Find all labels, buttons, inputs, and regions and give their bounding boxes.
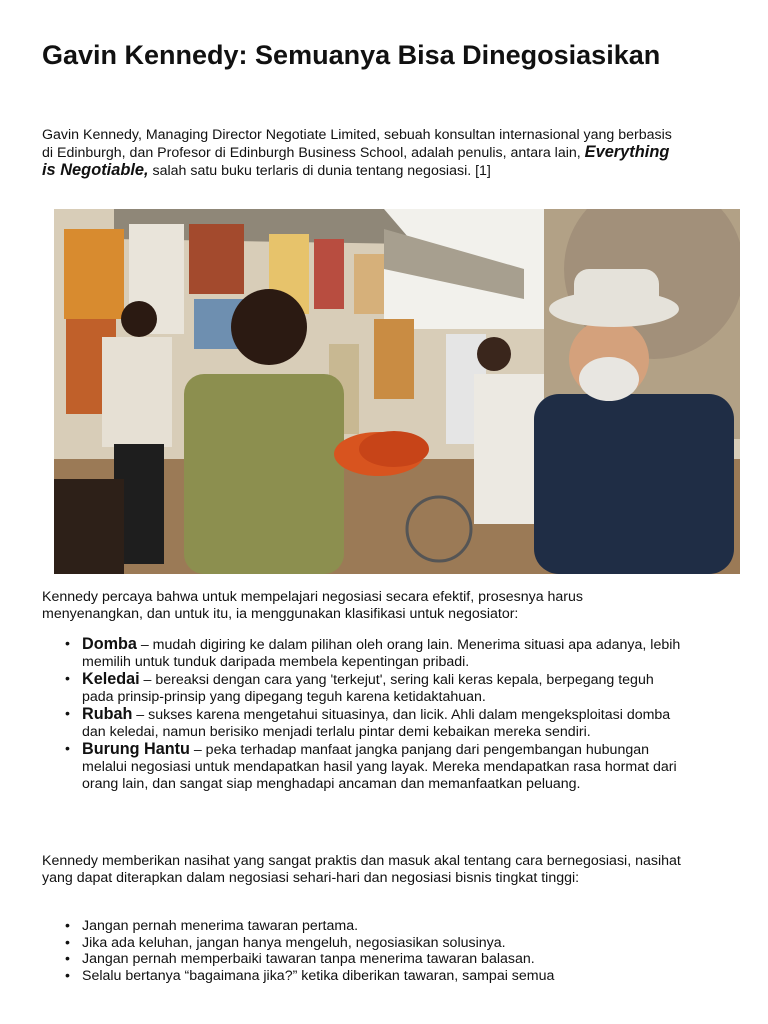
intro-text-before: Gavin Kennedy, Managing Director Negotiate Limited, sebuah konsultan internasional yang berbasis di Edinburgh, dan Profesor di Edinburgh Business School, adalah penulis, antara lain, (42, 127, 672, 161)
type-description: – mudah digiring ke dalam pilihan oleh orang lain. Menerima situasi apa adanya, lebih memilih untuk tunduk daripada membela kepentingan pribadi. (82, 637, 681, 670)
type-term: Domba (82, 635, 137, 653)
intro-text-after: salah satu buku terlaris di dunia tentang negosiasi. [1] (148, 163, 491, 179)
market-photo (54, 209, 740, 574)
list-item: • Jika ada keluhan, jangan hanya mengeluh, negosiasikan solusinya. (42, 935, 682, 952)
list-item: • Selalu bertanya “bagaimana jika?” ketika diberikan tawaran, sampai semua (42, 968, 682, 985)
type-description: – sukses karena mengetahui situasinya, dan licik. Ahli dalam mengeksploitasi domba dan keledai, namun berisiko menjadi terlalu pintar demi kebaikan mereka sendiri. (82, 707, 671, 740)
type-description: – peka terhadap manfaat jangka panjang dari pengembangan hubungan melalui negosiasi untuk mendapatkan hasil yang layak. Mereka mendapatkan rasa hormat dari orang lain, dan sangat siap menghadapi ancaman dan memanfaatkan peluang. (82, 742, 677, 792)
type-description: – bereaksi dengan cara yang 'terkejut', sering kali keras kepala, berpegang teguh pada prinsip-prinsip yang dipegang teguh karena ketidaktahuan. (82, 672, 654, 705)
kennedy-paragraph: Kennedy percaya bahwa untuk mempelajari negosiasi secara efektif, prosesnya harus menyenangkan, dan untuk itu, ia menggunakan klasifikasi untuk negosiator: (42, 589, 584, 622)
negotiator-types-list (42, 636, 682, 793)
advice-paragraph: Kennedy memberikan nasihat yang sangat praktis dan masuk akal tentang cara bernegosiasi, nasihat yang dapat diterapkan dalam negosiasi sehari-hari dan negosiasi bisnis tingkat tinggi: (42, 853, 681, 886)
list-item: • Jangan pernah menerima tawaran pertama. (42, 918, 682, 935)
book-title: Everything is Negotiable, (42, 143, 670, 179)
list-item (42, 706, 682, 741)
tips-list (42, 918, 682, 984)
list-item (42, 741, 682, 793)
intro-paragraph (42, 127, 682, 180)
type-term: Keledai (82, 670, 140, 688)
list-item (42, 636, 682, 671)
page-title: Gavin Kennedy: Semuanya Bisa Dinegosiasikan (42, 40, 661, 70)
list-item: • Jangan pernah memperbaiki tawaran tanpa menerima tawaran balasan. (42, 951, 682, 968)
type-term: Burung Hantu (82, 740, 190, 758)
type-term: Rubah (82, 705, 133, 723)
list-item (42, 671, 682, 706)
